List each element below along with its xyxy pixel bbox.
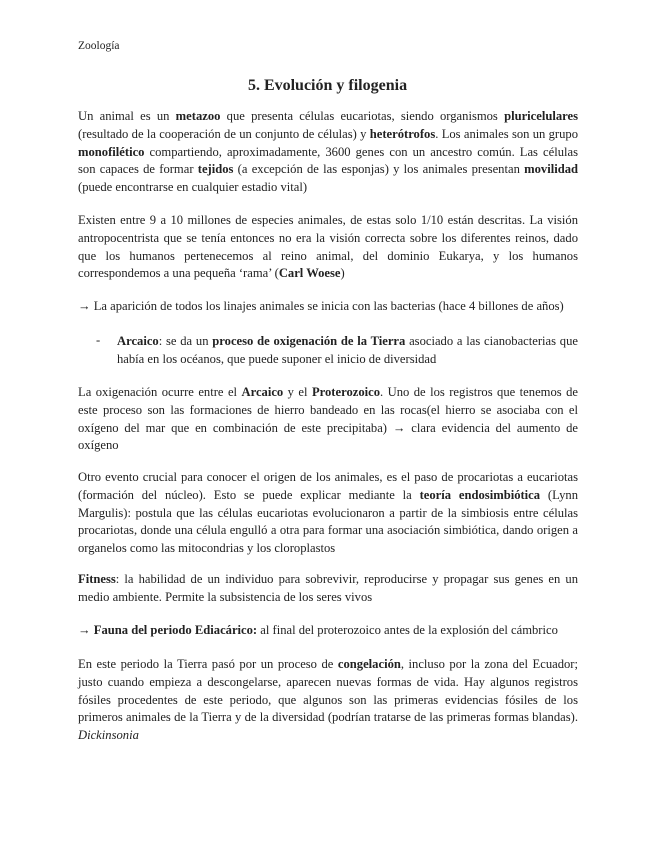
page-header: Zoología [78,40,120,52]
paragraph-metazoo: Un animal es un metazoo que presenta células eucariotas, siendo organismos pluricelulares (resultado de la cooperación de un conjunto de células) y heterótrofos. Los animales son un grupo monofilético compartiendo, aproximadamente, 3600 genes con un ancestro común. Las células son capaces de formar tejidos (a excepción de las esponjas) y los animales presentan movilidad (puede encontrarse en cualquier estadio vital) [78,109,579,195]
paragraph-fitness: Fitness: la habilidad de un individuo para sobrevivir, reproducirse y propagar sus genes en un medio ambiente. Permite la subsistencia de los seres vivos [78,572,578,604]
paragraph-linajes: → La aparición de todos los linajes animales se inicia con las bacterias (hace 4 billones de años) [78,299,564,313]
bullet-dash: - [96,333,101,347]
species-name: Dickinsonia [78,728,139,743]
paragraph-especies: Existen entre 9 a 10 millones de especies animales, de estas solo 1/10 están descritas. La visión antropocentrista que se tenía entonces no era la visión correcta sobre los diferentes reinos, dado que los humanos pertenecemos al reino animal, del dominio Eukarya, y los humanos correspondemos a una pequeña ‘rama’ (Carl Woese) [78,213,578,281]
page-title: 5. Evolución y filogenia [247,77,408,94]
bullet-arcaico: Arcaico: se da un proceso de oxigenación de la Tierra asociado a las cianobacterias que había en los océanos, que puede suponer el inicio de diversidad [117,334,578,366]
paragraph-endosimbiotica: Otro evento crucial para conocer el origen de los animales, es el paso de procariotas a eucariotas (formación del núcleo). Esto se puede explicar mediante la teoría endosimbiótica (Lynn Margulis): postula que las células eucariotas evolucionaron a partir de la simbiosis entre células procariotas, donde una célula engulló a otra para formar una asociación simbiótica, dando origen a organelos como las mitocondrias y los cloroplastos [78,470,579,556]
paragraph-oxigenacion: La oxigenación ocurre entre el Arcaico y el Proterozoico. Uno de los registros que tenemos de este proceso son las formaciones de hierro bandeado en las rocas(el hierro se asociaba con el oxígeno del mar que en combinación de este precipitaba) → clara evidencia del aumento de oxígeno [78,385,578,453]
paragraph-congelacion: En este periodo la Tierra pasó por un proceso de congelación, incluso por la zona del Ecuador; justo cuando empieza a descongelarse, aparecen nuevas formas de vida. Hay algunos registros fósiles procedentes de este periodo, que algunos son las primeras evidencias fósiles de los primeros animales de la Tierra y de la diversidad (podrían tratarse de las primeras formas blandas). Dickinsonia [78,657,578,743]
paragraph-ediacarico: → Fauna del periodo Ediacárico: al final del proterozoico antes de la explosión del cámbrico [78,623,558,637]
